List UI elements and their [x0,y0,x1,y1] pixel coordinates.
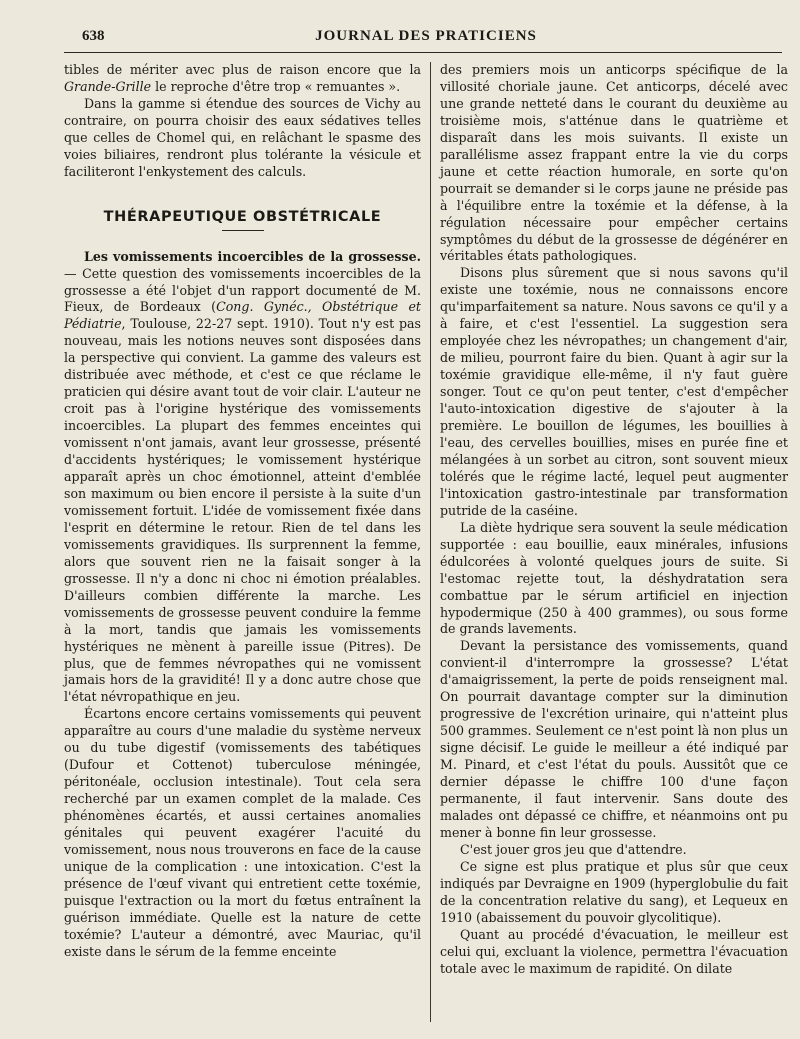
left-p3-text-b: , Toulouse, 22-27 sept. 1910). Tout n'y est pas nouveau, mais les notions neuves sont disposées dans la perspective qui convient. La gamme des valeurs est distribuée avec méthode, et c'est ce que réclame le praticien qui désire avant tout de voir clair. L'auteur ne croit pas à l'origine hystérique des vomissements incoercibles. La plupart des femmes enceintes qui vomissent n'ont jamais, avant leur grossesse, présenté d'accidents hystériques; le vomissement hystérique apparaît après un choc émotionnel, atteint d'emblée son maximum ou bien encore il persiste à la suite d'un vomissement fortuit. L'idée de vomissement fixée dans l'esprit en détermine le retour. Rien de tel dans les vomissements gravidiques. Ils surprennent la femme, alors que souvent rien ne la faisait songer à la grossesse. Il n'y a donc ni choc ni émotion préalables. D'ailleurs combien différente la marche. Les vomissements de grossesse peuvent conduire la femme à la mort, tandis que jamais les vomissements hystériques ne mènent à pareille issue (Pitres). De plus, que de femmes névropathes qui ne vomissent jamais hors de la gravidité! Il y a donc autre chose que l'état névropathique en jeu. [64,316,421,705]
right-paragraph-1: des premiers mois un anticorps spécifique de la villosité choriale jaune. Cet anticorps, décelé avec une grande netteté dans le courant du deuxième au troisième mois, s'atténue dans le quatrième et disparaît dans les mois suivants. Il existe un parallélisme assez frappant entre la vie du corps jaune et cette réaction humorale, en sorte qu'on pourrait se demander si le corps jaune ne préside pas à l'équilibre entre la toxémie et la défense, à la régulation nécessaire pour empêcher certains symptômes du début de la grossesse de dégénérer en véritables états pathologiques. [440,62,788,264]
column-divider [430,62,431,1022]
left-p1-italic: Grande-Grille [64,78,152,94]
left-paragraph-1 [64,62,421,96]
left-p1-text-b: le reproche d'être trop « remuantes ». [151,78,401,94]
left-paragraph-2: Dans la gamme si étendue des sources de Vichy au contraire, on pourra choisir des eaux sédatives telles que celles de Chomel qui, en relâchant le spasme des voies biliaires, rendront plus tolérante la vésicule et faciliteront l'enkystement des calculs. [64,95,421,179]
section-title: THÉRAPEUTIQUE OBSTÉTRICALE [103,208,382,225]
left-p3-italic: Cong. Gynéc., Obstétrique et Pédiatrie [64,299,421,332]
left-column [64,62,421,961]
left-p1-text-a: tibles de mériter avec plus de raison encore que la [64,62,421,77]
header-rule [64,52,782,53]
right-column [440,62,788,977]
article-lead: Les vomissements incoercibles de la grossesse. [84,248,421,264]
left-p3-text-a: — Cette question des vomissements incoercibles de la grossesse a été l'objet d'un rapport documenté de M. Fieux, de Bordeaux ( [64,265,421,315]
right-paragraph-3: La diète hydrique sera souvent la seule médication supportée : eau bouillie, eaux minérales, infusions édulcorées à volonté quelques jours de suite. Si l'estomac rejette tout, la déshydratation sera combattue par le sérum artificiel en injection hypodermique (250 à 400 grammes), ou sous forme de grands lavements. [440,519,788,637]
right-paragraph-6: Ce signe est plus pratique et plus sûr que ceux indiqués par Devraigne en 1909 (hyperglobulie du fait de la concentration relative du sang), et Lequeux en 1910 (abaissement du pouvoir glycolitique). [440,858,788,925]
right-paragraph-5: C'est jouer gros jeu que d'attendre. [460,841,687,857]
page-number: 638 [82,28,105,44]
running-title: JOURNAL DES PRATICIENS [315,28,537,44]
left-paragraph-4: Écartons encore certains vomissements qui peuvent apparaître au cours d'une maladie du système nerveux ou du tube digestif (vomissements des tabétiques (Dufour et Cottenot) tuberculose méningée, péritonéale, occlusion intestinale). Tout cela sera recherché par un examen complet de la malade. Ces phénomènes écartés, et aussi certaines anomalies génitales qui peuvent exagérer l'acuité du vomissement, nous nous trouverons en face de la cause unique de la complication : une intoxication. C'est la présence de l'œuf vivant qui entretient cette toxémie, puisque l'extraction ou la mort du fœtus entraînent la guérison immédiate. Quelle est la nature de cette toxémie? L'auteur a démontré, avec Mauriac, qu'il existe dans le sérum de la femme enceinte [64,706,421,959]
right-paragraph-4: Devant la persistance des vomissements, quand convient-il d'interrompre la grossesse? L'état d'amaigrissement, la perte de poids renseignent mal. On pourrait davantage compter sur la diminution progressive de l'excrétion urinaire, qui n'atteint plus 500 grammes. Seulement ce n'est point là non plus un signe décisif. Le guide le meilleur a été indiqué par M. Pinard, et c'est l'état du pouls. Aussitôt que ce dernier dépasse le chiffre 100 d'une façon permanente, il faut intervenir. Sans doute des malades ont dépassé ce chiffre, et néanmoins ont pu mener à bonne fin leur grossesse. [440,638,788,840]
right-paragraph-2: Disons plus sûrement que si nous savons qu'il existe une toxémie, nous ne connaissons encore qu'imparfaitement sa nature. Nous savons ce qu'il y a à faire, et c'est l'essentiel. La suggestion sera employée chez les névropathes; un changement d'air, de milieu, pourront faire du bien. Quant à agir sur la toxémie gravidique elle-même, il n'y faut guère songer. Tout ce qu'on peut tenter, c'est d'empêcher l'auto-intoxication digestive de s'ajouter à la première. Le bouillon de légumes, les bouillies à l'eau, des cervelles bouillies, mises en purée fine et mélangées à un sorbet au citron, sont souvent mieux tolérés que le régime lacté, lequel peut augmenter l'intoxication gastro-intestinale par transformation putride de la caséine. [440,265,788,518]
section-title-rule [222,230,264,231]
right-paragraph-7: Quant au procédé d'évacuation, le meilleur est celui qui, excluant la violence, permettra l'évacuation totale avec le maximum de rapidité. On dilate [440,926,788,976]
left-paragraph-3 [64,249,421,707]
page-header [70,22,782,50]
